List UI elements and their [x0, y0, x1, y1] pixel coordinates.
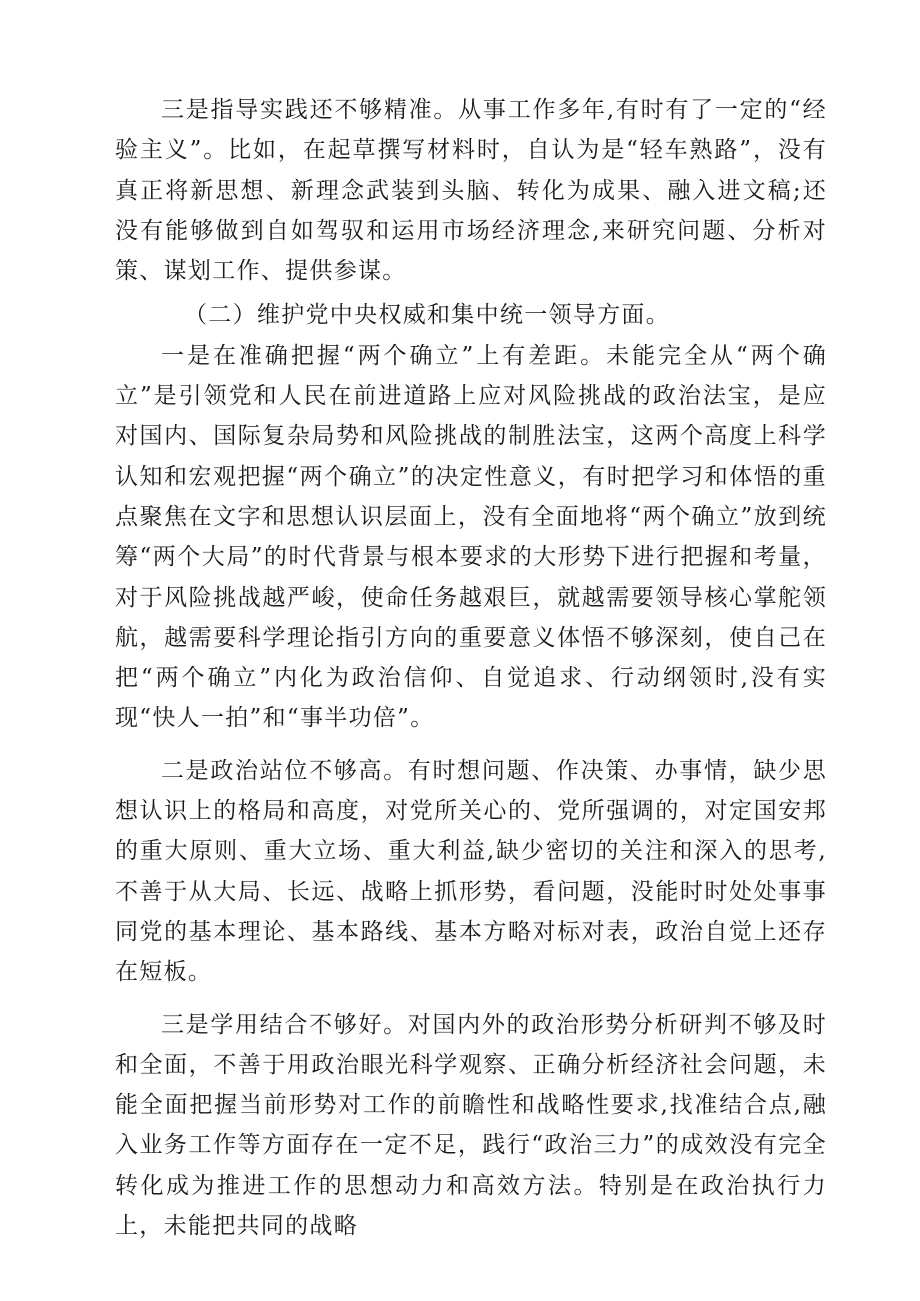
paragraph-gap [115, 739, 827, 751]
document-page [115, 90, 827, 1246]
paragraph-gap [115, 993, 827, 1005]
paragraph-two-establishments: 一是在准确把握“两个确立”上有差距。未能完全从“两个确立”是引领党和人民在前进道路上应对风险挑战的政治法宝，是应对国内、国际复杂局势和风险挑战的制胜法宝，这两个高度上科学认知和宏观把握“两个确立”的决定性意义，有时把学习和体悟的重点聚焦在文字和思想认识层面上，没有全面地将“两个确立”放到统筹“两个大局”的时代背景与根本要求的大形势下进行把握和考量，对于风险挑战越严峻，使命任务越艰巨，就越需要领导核心掌舵领航，越需要科学理论指引方向的重要意义体悟不够深刻，使自己在把“两个确立”内化为政治信仰、自觉追求、行动纲领时,没有实现“快人一拍”和“事半功倍”。 [115, 342, 827, 732]
paragraph-political-standing: 二是政治站位不够高。有时想问题、作决策、办事情，缺少思想认识上的格局和高度，对党所关心的、党所强调的，对定国安邦的重大原则、重大立场、重大利益,缺少密切的关注和深入的思考,不善于从大局、长远、战略上抓形势，看问题，没能时时处处事事同党的基本理论、基本路线、基本方略对标对表，政治自觉上还存在短板。 [115, 757, 827, 986]
paragraph-study-application: 三是学用结合不够好。对国内外的政治形势分析研判不够及时和全面，不善于用政治眼光科学观察、正确分析经济社会问题，未能全面把握当前形势对工作的前瞻性和战略性要求,找准结合点,融入业务工作等方面存在一定不足，践行“政治三力”的成效没有完全转化成为推进工作的思想动力和高效方法。特别是在政治执行力上，未能把共同的战略 [115, 1011, 827, 1240]
paragraph-practice-guidance: 三是指导实践还不够精准。从事工作多年,有时有了一定的“经验主义”。比如，在起草撰写材料时，自认为是“轻车熟路”，没有真正将新思想、新理念武装到头脑、转化为成果、融入进文稿;还没有能够做到自如驾驭和运用市场经济理念,来研究问题、分析对策、谋划工作、提供参谋。 [115, 97, 827, 285]
section-heading-2: （二）维护党中央权威和集中统一领导方面。 [184, 302, 670, 329]
